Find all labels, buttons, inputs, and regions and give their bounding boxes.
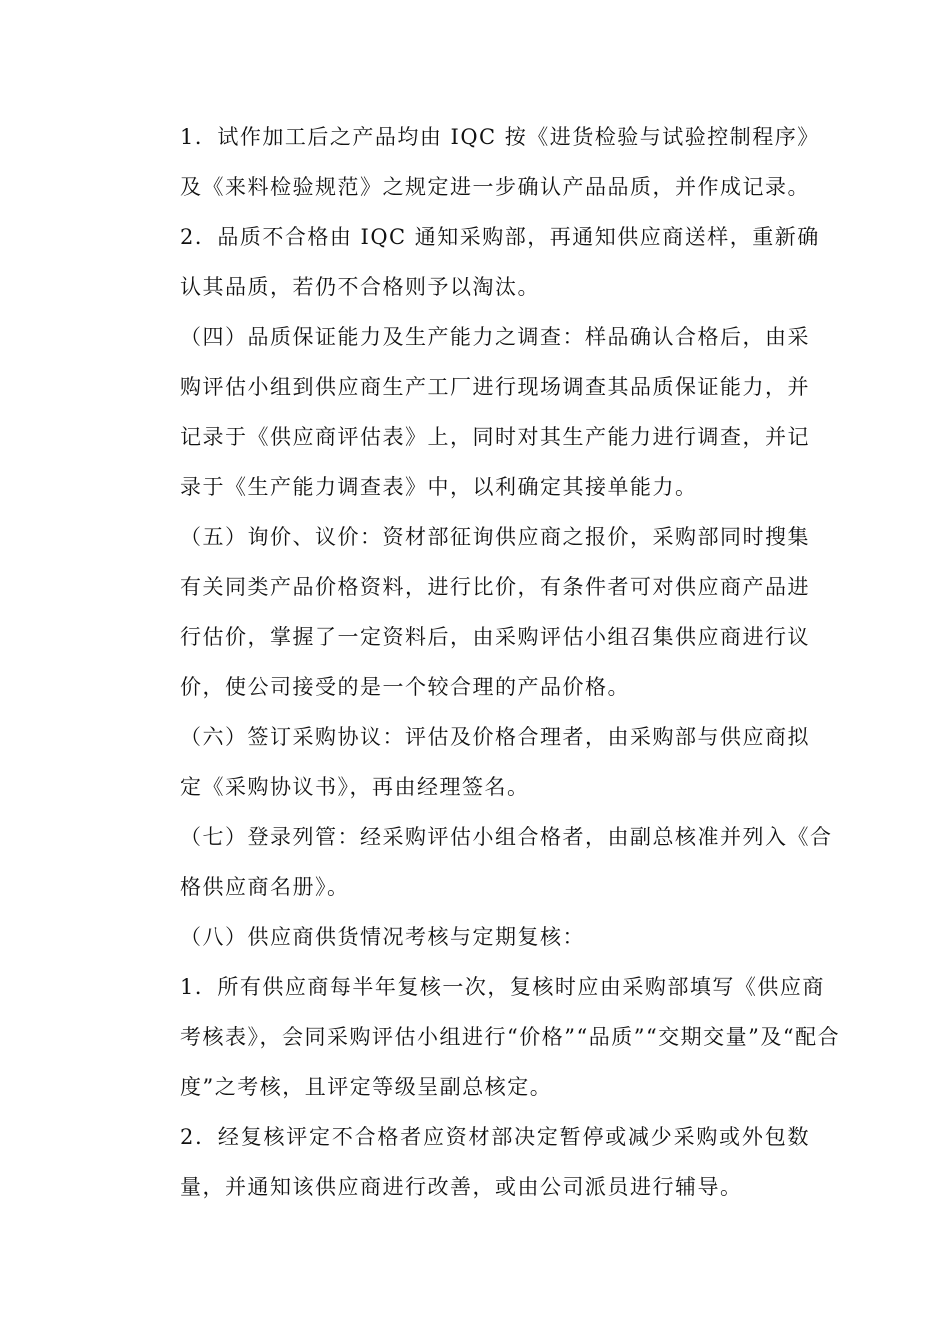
text-line: 量，并通知该供应商进行改善，或由公司派员进行辅导。 bbox=[180, 1175, 743, 1199]
text-line: （四）品质保证能力及生产能力之调查：样品确认合格后，由采 bbox=[180, 325, 810, 349]
text-line: 2．品质不合格由 IQC 通知采购部，再通知供应商送样，重新确 bbox=[180, 225, 820, 249]
text-line: （六）签订采购协议：评估及价格合理者，由采购部与供应商拟 bbox=[180, 725, 810, 749]
text-line: 录于《生产能力调查表》中，以利确定其接单能力。 bbox=[180, 475, 698, 499]
text-line: 1．所有供应商每半年复核一次，复核时应由采购部填写《供应商 bbox=[180, 975, 825, 999]
text-line: 格供应商名册》。 bbox=[180, 875, 350, 899]
text-line: 行估价，掌握了一定资料后，由采购评估小组召集供应商进行议 bbox=[180, 625, 810, 649]
text-line: （七）登录列管：经采购评估小组合格者，由副总核准并列入《合 bbox=[180, 825, 833, 849]
text-line: 及《来料检验规范》之规定进一步确认产品品质，并作成记录。 bbox=[180, 175, 810, 199]
text-line: 度”之考核，且评定等级呈副总核定。 bbox=[180, 1075, 553, 1099]
text-line: 考核表》，会同采购评估小组进行“价格”“品质”“交期交量”及“配合 bbox=[180, 1025, 841, 1049]
text-line: 1．试作加工后之产品均由 IQC 按《进货检验与试验控制程序》 bbox=[180, 125, 820, 149]
section-heading: （八）供应商供货情况考核与定期复核： bbox=[180, 925, 585, 949]
text-line: 2．经复核评定不合格者应资材部决定暂停或减少采购或外包数 bbox=[180, 1125, 810, 1149]
text-line: 定《采购协议书》，再由经理签名。 bbox=[180, 775, 530, 799]
text-line: （五）询价、议价：资材部征询供应商之报价，采购部同时搜集 bbox=[180, 525, 810, 549]
text-line: 记录于《供应商评估表》上，同时对其生产能力进行调查，并记 bbox=[180, 425, 810, 449]
document-body bbox=[180, 112, 841, 1212]
text-line: 有关同类产品价格资料，进行比价，有条件者可对供应商产品进 bbox=[180, 575, 810, 599]
text-line: 购评估小组到供应商生产工厂进行现场调查其品质保证能力，并 bbox=[180, 375, 810, 399]
text-line: 认其品质，若仍不合格则予以淘汰。 bbox=[180, 275, 540, 299]
text-line: 价，使公司接受的是一个较合理的产品价格。 bbox=[180, 675, 630, 699]
